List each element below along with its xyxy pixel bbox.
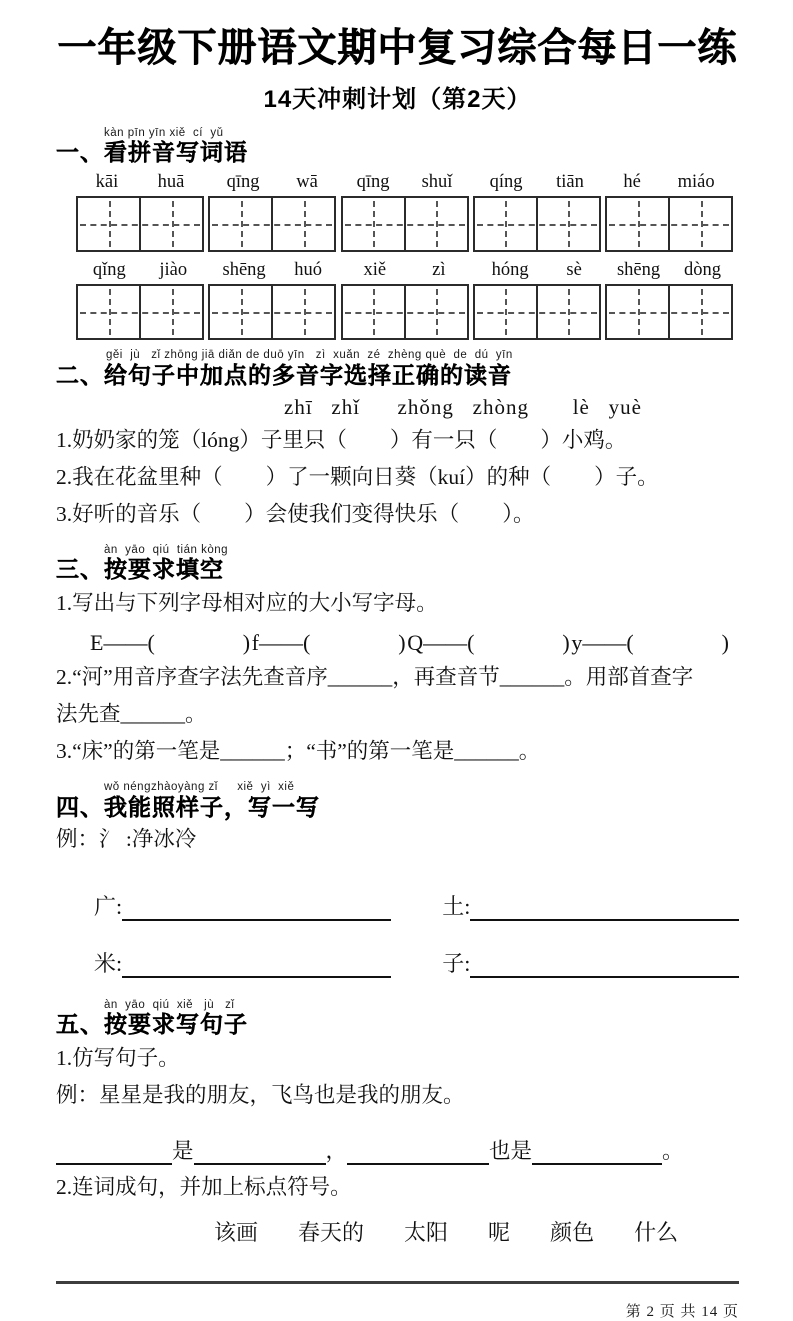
pinyin-syllable: sè bbox=[566, 260, 582, 281]
pinyin-syllable: huó bbox=[294, 260, 322, 281]
pinyin-syllable: zì bbox=[432, 260, 446, 281]
radical-fill-item bbox=[442, 890, 739, 921]
answer-blank bbox=[56, 1139, 172, 1166]
word-column bbox=[76, 172, 204, 252]
word-column bbox=[208, 172, 336, 252]
pinyin-syllable: qīng bbox=[226, 172, 260, 193]
writing-grid-cell bbox=[343, 286, 406, 338]
writing-grid-cell bbox=[475, 286, 538, 338]
writing-grid-cell bbox=[141, 286, 202, 338]
letter-blank: y——( ) bbox=[571, 630, 729, 656]
question-3-2-line1: 2.“河”用音序查字法先查音序______，再查音节______。用部首查字 bbox=[56, 665, 694, 690]
question-3-3: 3.“床”的第一笔是______；“书”的第一笔是______。 bbox=[56, 739, 541, 764]
section-5-title: 五、按要求写句子 bbox=[56, 1011, 248, 1038]
answer-blank bbox=[532, 1139, 662, 1166]
question-3-2-line2: 法先查______。 bbox=[56, 702, 207, 727]
writing-grid bbox=[208, 284, 336, 340]
question-2-1: 1.奶奶家的笼（lóng）子里只 •（ ）有一只 •（ ）小鸡。 bbox=[56, 422, 739, 459]
writing-grid-cell bbox=[406, 286, 467, 338]
pinyin-syllable: tiān bbox=[556, 172, 584, 193]
pinyin-syllable: qíng bbox=[489, 172, 523, 193]
pronunciation-options: zhī zhǐ zhǒng zhòng lè yuè bbox=[284, 394, 642, 419]
section-1-title: 一、看拼音写词语 bbox=[56, 139, 248, 166]
letter-blank: f——( ) bbox=[251, 630, 406, 656]
word-bank-item: 什么 bbox=[634, 1220, 679, 1246]
word-column bbox=[76, 260, 204, 340]
pinyin-syllable: hóng bbox=[491, 260, 529, 281]
word-bank-item: 春天的 bbox=[298, 1220, 365, 1246]
writing-grid bbox=[208, 196, 336, 252]
section-2-pinyin: gěi jù zǐ zhōng jiā diǎn de duō yīn zì xuǎn zé zhèng què de dú yīn bbox=[106, 349, 513, 362]
radical-fill-item bbox=[442, 947, 739, 978]
word-bank-item: 颜色 bbox=[550, 1220, 595, 1246]
answer-blank bbox=[194, 1139, 326, 1166]
page-number: 第 2 页 共 14 页 bbox=[625, 1304, 739, 1321]
word-bank-item: 太阳 bbox=[404, 1220, 449, 1246]
radical-fill-item bbox=[94, 947, 391, 978]
radical-label: 广: bbox=[94, 893, 123, 919]
sentence-fill-row: 是 ， 也是 。 bbox=[56, 1134, 739, 1165]
section-3-title: 三、按要求填空 bbox=[56, 556, 224, 583]
example-4: 例：氵 :净冰冷 bbox=[56, 826, 197, 851]
writing-grid-cell bbox=[273, 198, 334, 250]
answer-blank bbox=[122, 895, 391, 921]
pinyin-syllable: hé bbox=[623, 172, 641, 193]
radical-fill-item bbox=[94, 890, 391, 921]
word-bank-item: 呢 bbox=[488, 1220, 511, 1246]
dotted-char: 乐 • bbox=[416, 496, 438, 533]
writing-grid-cell bbox=[538, 286, 599, 338]
section-2-header bbox=[56, 350, 739, 387]
section-1-pinyin: kàn pīn yīn xiě cí yǔ bbox=[104, 126, 224, 139]
word-column bbox=[605, 172, 733, 252]
section-3-pinyin: àn yāo qiú tián kòng bbox=[104, 543, 229, 556]
pinyin-syllable: wā bbox=[296, 172, 318, 193]
writing-grid-cell bbox=[78, 286, 141, 338]
dotted-char: 种 • bbox=[508, 459, 530, 496]
radical-label: 土: bbox=[442, 893, 471, 919]
writing-grid-cell bbox=[141, 198, 202, 250]
section-4-title: 四、我能照样子，写一写 bbox=[56, 793, 320, 820]
footer-divider bbox=[56, 1281, 739, 1284]
pinyin-syllable: xiě bbox=[363, 260, 387, 281]
writing-grid-cell bbox=[538, 198, 599, 250]
writing-grid-cell bbox=[670, 198, 731, 250]
section-3-header bbox=[56, 545, 739, 582]
page-subtitle: 14天冲刺计划（第2天） bbox=[263, 85, 532, 113]
pinyin-syllable: qīng bbox=[356, 172, 390, 193]
word-column bbox=[605, 260, 733, 340]
page-title: 一年级下册语文期中复习综合每日一练 bbox=[57, 27, 738, 70]
answer-blank bbox=[470, 952, 739, 978]
pinyin-word-row-2 bbox=[76, 260, 733, 340]
word-bank-item: 该画 bbox=[214, 1220, 259, 1246]
pinyin-syllable: kāi bbox=[95, 172, 119, 193]
example-5: 例：星星是我的朋友，飞鸟也是我的朋友。 bbox=[56, 1083, 465, 1108]
writing-grid-cell bbox=[210, 198, 273, 250]
pinyin-syllable: dòng bbox=[684, 260, 722, 281]
radical-label: 子: bbox=[442, 950, 471, 976]
letter-match-row bbox=[90, 626, 729, 657]
section-5-pinyin: àn yāo qiú xiě jù zǐ bbox=[104, 998, 235, 1011]
section-5-header bbox=[56, 1000, 739, 1037]
pinyin-word-row-1 bbox=[76, 172, 733, 252]
answer-blank bbox=[122, 952, 391, 978]
pinyin-syllable: miáo bbox=[677, 172, 715, 193]
writing-grid bbox=[473, 284, 601, 340]
writing-grid-cell bbox=[78, 198, 141, 250]
word-bank-row bbox=[214, 1216, 739, 1247]
writing-grid bbox=[605, 284, 733, 340]
word-column bbox=[473, 260, 601, 340]
answer-blank bbox=[347, 1139, 489, 1166]
writing-grid-cell bbox=[607, 286, 670, 338]
dotted-char: 只 • bbox=[304, 422, 326, 459]
question-2-3: 3.好听的音乐 •（ ）会使我们变得快乐 •（ ）。 bbox=[56, 496, 739, 533]
writing-grid-cell bbox=[343, 198, 406, 250]
writing-grid bbox=[76, 196, 204, 252]
pinyin-syllable: jiào bbox=[159, 260, 188, 281]
writing-grid-cell bbox=[607, 198, 670, 250]
question-2-2: 2.我在花盆里种 •（ ）了一颗向日葵（kuí）的种 •（ ）子。 bbox=[56, 459, 739, 496]
section-4-header bbox=[56, 782, 739, 819]
radical-label: 米: bbox=[94, 950, 123, 976]
word-column bbox=[341, 172, 469, 252]
writing-grid-cell bbox=[273, 286, 334, 338]
writing-grid-cell bbox=[475, 198, 538, 250]
letter-blank: E——( ) bbox=[90, 630, 251, 656]
writing-grid bbox=[473, 196, 601, 252]
dotted-char: 只 • bbox=[454, 422, 476, 459]
writing-grid bbox=[341, 284, 469, 340]
question-3-1: 1.写出与下列字母相对应的大小写字母。 bbox=[56, 591, 438, 616]
writing-grid-cell bbox=[670, 286, 731, 338]
radical-fill-grid bbox=[94, 864, 739, 978]
writing-grid bbox=[341, 196, 469, 252]
dotted-char: 种 • bbox=[180, 459, 202, 496]
word-column bbox=[208, 260, 336, 340]
pinyin-syllable: shuǐ bbox=[421, 172, 453, 193]
writing-grid-cell bbox=[210, 286, 273, 338]
answer-blank bbox=[470, 895, 739, 921]
letter-blank: Q——( ) bbox=[407, 630, 570, 656]
writing-grid bbox=[605, 196, 733, 252]
pinyin-syllable: huā bbox=[157, 172, 185, 193]
writing-grid-cell bbox=[406, 198, 467, 250]
section-2-title: 二、给句子中加点的多音字选择正确的读音 bbox=[56, 361, 512, 388]
question-5-2: 2.连词成句，并加上标点符号。 bbox=[56, 1175, 352, 1200]
writing-grid bbox=[76, 284, 204, 340]
section-4-pinyin: wǒ néngzhàoyàng zǐ xiě yì xiě bbox=[104, 781, 295, 794]
word-column bbox=[473, 172, 601, 252]
pinyin-syllable: shēng bbox=[222, 260, 266, 281]
pinyin-syllable: qǐng bbox=[92, 260, 126, 281]
pinyin-syllable: shēng bbox=[616, 260, 661, 281]
word-column bbox=[341, 260, 469, 340]
question-5-1: 1.仿写句子。 bbox=[56, 1046, 180, 1071]
section-1-header bbox=[56, 128, 739, 165]
dotted-char: 乐 • bbox=[158, 496, 180, 533]
